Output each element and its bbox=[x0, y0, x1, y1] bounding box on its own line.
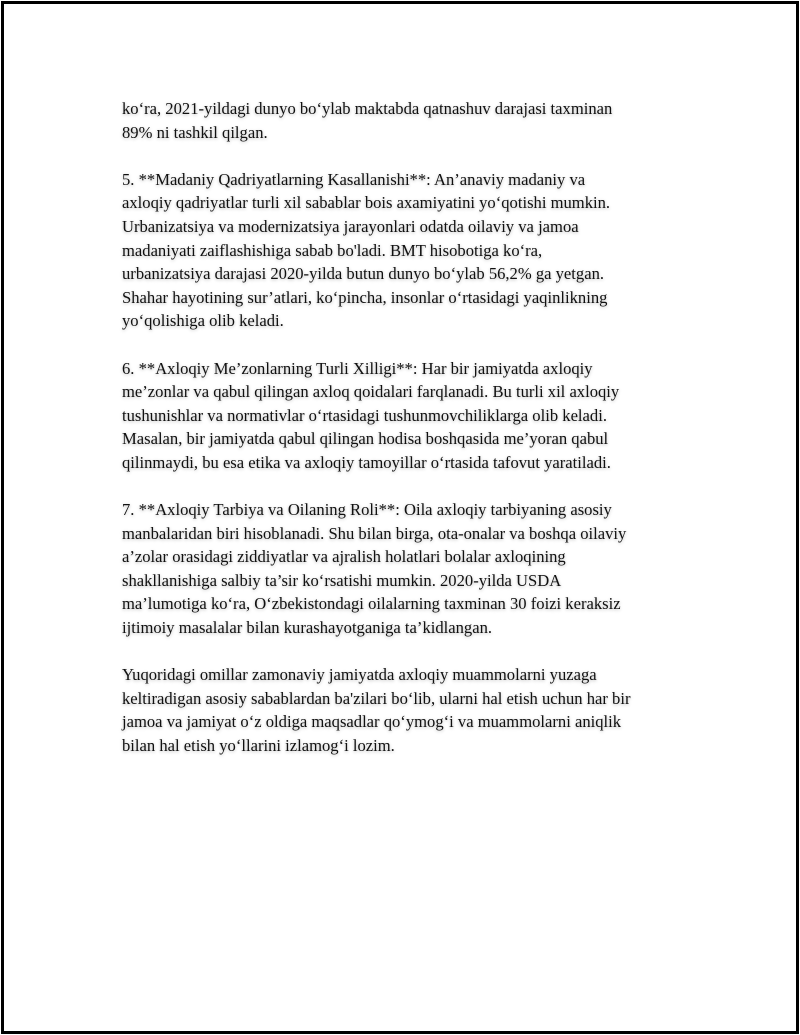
text-line: 7. **Axloqiy Tarbiya va Oilaning Roli**: Oila axloqiy tarbiyaning asosiy bbox=[122, 500, 612, 520]
text-line: manbalaridan biri hisoblanadi. Shu bilan birga, ota-onalar va boshqa oilaviy bbox=[122, 523, 627, 543]
text-line: urbanizatsiya darajasi 2020-yilda butun dunyo bo‘ylab 56,2% ga yetgan. bbox=[122, 264, 605, 284]
text-line: ijtimoiy masalalar bilan kurashayotganiga ta’kidlangan. bbox=[122, 618, 493, 638]
text-line: a’zolar orasidagi ziddiyatlar va ajralish holatlari bolalar axloqining bbox=[122, 547, 566, 567]
document-body bbox=[122, 97, 702, 781]
text-line: keltiradigan asosiy sabablardan ba'zilari bo‘lib, ularni hal etish uchun har bir bbox=[122, 688, 631, 708]
text-line: qilinmaydi, bu esa etika va axloqiy tamoyillar o‘rtasida tafovut yaratiladi. bbox=[122, 452, 611, 472]
paragraph-item-5 bbox=[122, 168, 702, 333]
text-line: shakllanishiga salbiy ta’sir ko‘rsatishi mumkin. 2020-yilda USDA bbox=[122, 570, 562, 590]
text-line: axloqiy qadriyatlar turli xil sabablar bois axamiyatini yo‘qotishi mumkin. bbox=[122, 193, 611, 213]
text-line: 5. **Madaniy Qadriyatlarning Kasallanishi**: An’anaviy madaniy va bbox=[122, 169, 586, 189]
paragraph-intro-continuation bbox=[122, 97, 702, 144]
text-line: 89% ni tashkil qilgan. bbox=[122, 122, 268, 142]
paragraph-item-7 bbox=[122, 498, 702, 640]
text-line: me’zonlar va qabul qilingan axloq qoidalari farqlanadi. Bu turli xil axloqiy bbox=[122, 382, 620, 402]
text-line: bilan hal etish yo‘llarini izlamog‘i lozim. bbox=[122, 736, 395, 756]
text-line: Yuqoridagi omillar zamonaviy jamiyatda axloqiy muammolarni yuzaga bbox=[122, 665, 597, 685]
text-line: tushunishlar va normativlar o‘rtasidagi tushunmovchiliklarga olib keladi. bbox=[122, 405, 607, 425]
paragraph-conclusion bbox=[122, 663, 702, 757]
page-frame bbox=[1, 1, 799, 1034]
text-line: Urbanizatsiya va modernizatsiya jarayonlari odatda oilaviy va jamoa bbox=[122, 216, 579, 236]
text-line: 6. **Axloqiy Me’zonlarning Turli Xilligi**: Har bir jamiyatda axloqiy bbox=[122, 358, 593, 378]
text-line: Shahar hayotining sur’atlari, ko‘pincha, insonlar o‘rtasidagi yaqinlikning bbox=[122, 287, 608, 307]
text-line: yo‘qolishiga olib keladi. bbox=[122, 311, 284, 331]
text-line: jamoa va jamiyat o‘z oldiga maqsadlar qo‘ymog‘i va muammolarni aniqlik bbox=[122, 712, 622, 732]
text-line: Masalan, bir jamiyatda qabul qilingan hodisa boshqasida me’yoran qabul bbox=[122, 429, 609, 449]
text-line: ma’lumotiga ko‘ra, O‘zbekistondagi oilalarning taxminan 30 foizi keraksiz bbox=[122, 594, 621, 614]
text-line: madaniyati zaiflashishiga sabab bo'ladi. BMT hisobotiga ko‘ra, bbox=[122, 240, 543, 260]
paragraph-item-6 bbox=[122, 357, 702, 475]
text-line: ko‘ra, 2021-yildagi dunyo bo‘ylab maktabda qatnashuv darajasi taxminan bbox=[122, 99, 613, 118]
